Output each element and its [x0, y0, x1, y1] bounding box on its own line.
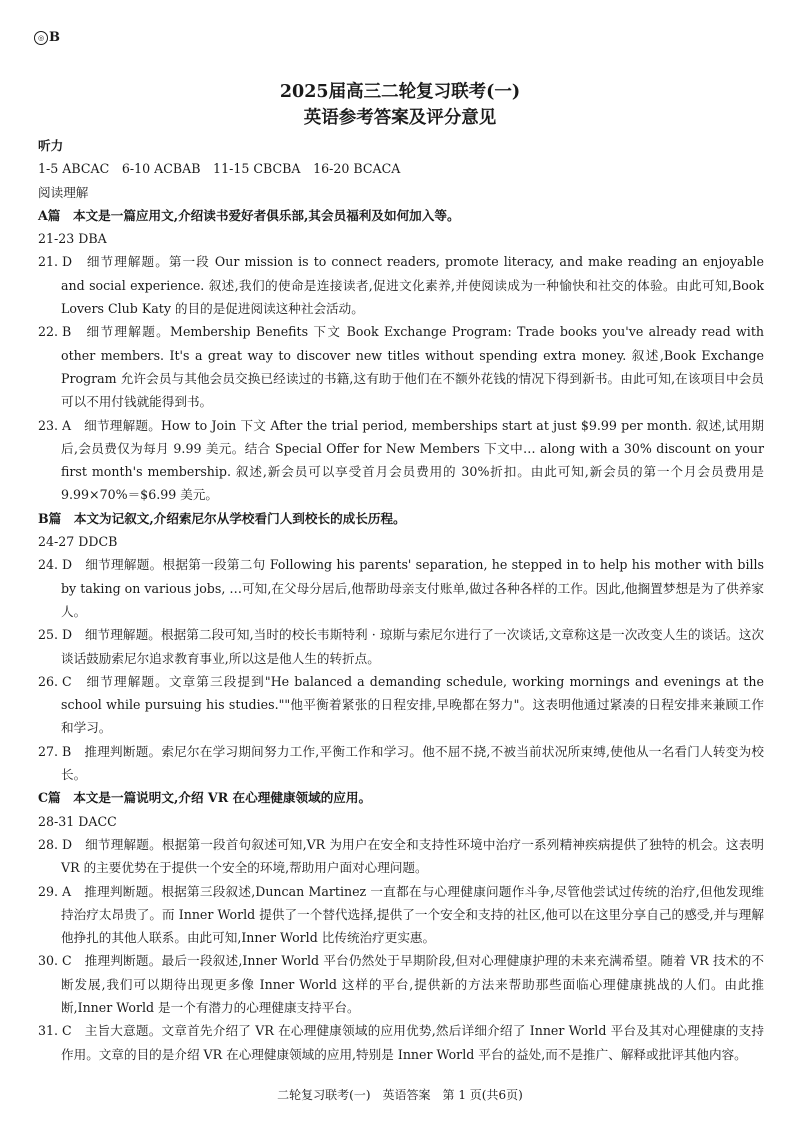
logo-circle-icon: ◎ — [34, 31, 48, 45]
publisher-logo — [34, 30, 60, 45]
item-explanation: 主旨大意题。文章首先介绍了 VR 在心理健康领域的应用优势,然后详细介绍了 Inner World 平台及其对心理健康的支持作用。文章的目的是介绍 VR 在心理健康领域的应用,特别是 Inner World 平台的益处,而不是推广、解释或批评其他内容。 — [61, 1023, 765, 1062]
item-explanation: 推理判断题。根据第三段叙述,Duncan Martinez 一直都在与心理健康问题作斗争,尽管他尝试过传统的治疗,但他发现维持治疗太昂贵了。而 Inner World 提供了一个替代选择,提供了一个安全和支持的社区,他可以在这里分享自己的感受,并与理解他挣扎的其他人联系。由此可知,Inner World 比传统治疗更实惠。 — [61, 883, 765, 946]
item-explanation: 细节理解题。根据第一段第二句 Following his parents' separation, he stepped in to help his mother with bills by taking on various jobs, …可知,在父母分居后,他帮助母亲支付账单,做过各种各样的工作。因此,他搁置梦想是为了供养家人。 — [61, 557, 764, 619]
item-number: 27. B — [38, 743, 72, 759]
item-number: 24. D — [38, 557, 73, 573]
item-explanation: 推理判断题。索尼尔在学习期间努力工作,平衡工作和学习。他不屈不挠,不被当前状况所束缚,使他从一名看门人转变为校长。 — [61, 743, 765, 783]
passage-c-answers: 28-31 DACC — [38, 813, 117, 829]
listening-heading: 听力 — [38, 138, 64, 153]
item-number: 22. B — [38, 324, 72, 340]
answer-item-27 — [38, 740, 764, 787]
item-number: 23. A — [38, 417, 72, 433]
item-number: 25. D — [38, 627, 73, 643]
item-number: 29. A — [38, 883, 72, 899]
answer-item-26 — [38, 670, 764, 740]
page-subtitle: 英语参考答案及评分意见 — [303, 108, 497, 128]
answer-content — [38, 134, 764, 1066]
item-number: 30. C — [38, 953, 72, 969]
passage-a-heading: A篇 本文是一篇应用文,介绍读书爱好者俱乐部,其会员福利及如何加入等。 — [38, 207, 460, 223]
item-explanation: 细节理解题。How to Join 下文 After the trial period, memberships start at just $9.99 per month. 叙述,试用期后,会员费仅为每月 9.99 美元。结合 Special Offer for New Members 下文中… along with a 30% discount on your first month's membership. 叙述,新会员可以享受首月会员费用的 30%折扣。由此可知,新会员的第一个月会员费用是 9.99×70%＝$6.99 美元。 — [61, 417, 764, 503]
page-title: 2025届高三二轮复习联考(一) — [279, 82, 521, 102]
item-explanation: 细节理解题。根据第一段首句叙述可知,VR 为用户在安全和支持性环境中治疗一系列精神疾病提供了独特的机会。这表明 VR 的主要优势在于提供一个安全的环境,帮助用户面对心理问题。 — [61, 836, 765, 876]
listening-answers: 1-5 ABCAC 6-10 ACBAB 11-15 CBCBA 16-20 BCACA — [38, 161, 401, 177]
answer-item-25 — [38, 623, 764, 670]
item-number: 26. C — [38, 673, 72, 689]
answer-item-22 — [38, 320, 764, 413]
answer-item-21 — [38, 250, 764, 320]
answer-item-23 — [38, 414, 764, 507]
item-explanation: 细节理解题。根据第二段可知,当时的校长韦斯特利 · 琼斯与索尼尔进行了一次谈话,文章称这是一次改变人生的谈话。这次谈话鼓励索尼尔追求教育事业,所以这是他人生的转折点。 — [61, 627, 764, 666]
item-number: 28. D — [38, 836, 73, 852]
answer-item-28 — [38, 833, 764, 880]
item-number: 21. D — [38, 254, 73, 270]
page-footer: 二轮复习联考(一) 英语答案 第 1 页(共6页) — [277, 1088, 523, 1102]
passage-b-heading: B篇 本文为记叙文,介绍索尼尔从学校看门人到校长的成长历程。 — [38, 510, 406, 526]
item-explanation: 细节理解题。Membership Benefits 下文 Book Exchange Program: Trade books you've already read with other members. It's a great way to discover new titles without spending extra money. 叙述,Book Exchange Program 允许会员与其他会员交换已经读过的书籍,这有助于他们在不额外花钱的情况下得到新书。由此可知,在该项目中会员可以不用付钱就能得到书。 — [61, 324, 765, 410]
passage-b-answers: 24-27 DDCB — [38, 534, 118, 550]
reading-heading: 阅读理解 — [38, 184, 89, 200]
answer-item-30 — [38, 949, 764, 1019]
passage-a-answers: 21-23 DBA — [38, 231, 107, 247]
item-number: 31. C — [38, 1023, 72, 1039]
passage-c-heading: C篇 本文是一篇说明文,介绍 VR 在心理健康领域的应用。 — [38, 790, 372, 806]
answer-item-29 — [38, 880, 764, 950]
item-explanation: 细节理解题。文章第三段提到"He balanced a demanding schedule, working mornings and evenings at the school while pursuing his studies.""他平衡着紧张的日程安排,早晚都在努力"。这表明他通过紧凑的日程安排来兼顾工作和学习。 — [61, 673, 764, 736]
answer-item-31 — [38, 1019, 764, 1066]
item-explanation: 细节理解题。第一段 Our mission is to connect readers, promote literacy, and make reading an enjoyable and social experience. 叙述,我们的使命是连接读者,促进文化素养,并使阅读成为一种愉快和社交的体验。由此可知,Book Lovers Club Katy 的目的是促进阅读这种社会活动。 — [61, 254, 764, 317]
item-explanation: 推理判断题。最后一段叙述,Inner World 平台仍然处于早期阶段,但对心理健康护理的未来充满希望。随着 VR 技术的不断发展,我们可以期待出现更多像 Inner World 这样的平台,提供新的方法来帮助那些面临心理健康挑战的人们。由此推断,Inner World 是一个有潜力的心理健康支持平台。 — [61, 953, 765, 1015]
answer-item-24 — [38, 553, 764, 623]
logo-letter: B — [49, 30, 60, 45]
